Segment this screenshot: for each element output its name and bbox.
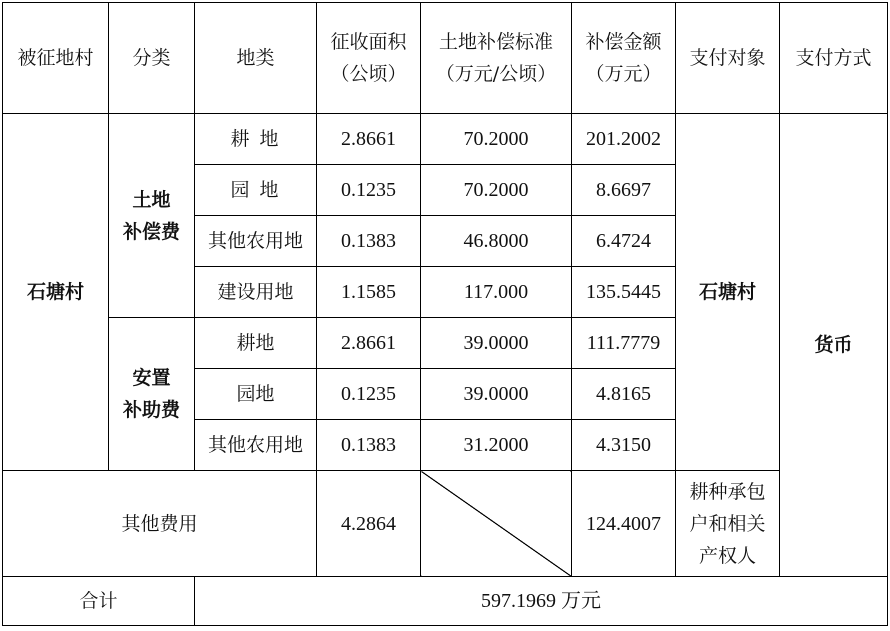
- standard-cell: 70.2000: [421, 114, 572, 165]
- amount-cell: 4.8165: [572, 369, 676, 420]
- category-resettlement-subsidy: 安置 补助费: [109, 318, 195, 471]
- recipient-main-cell: 石塘村: [676, 114, 780, 471]
- header-standard: 土地补偿标准 （万元/公顷）: [421, 3, 572, 114]
- standard-cell: 31.2000: [421, 420, 572, 471]
- total-value: 597.1969 万元: [195, 577, 888, 626]
- total-row: [3, 577, 888, 626]
- amount-cell: 111.7779: [572, 318, 676, 369]
- land-type-cell: 其他农用地: [195, 216, 317, 267]
- land-type-cell: 园地: [195, 369, 317, 420]
- area-cell: 0.1383: [317, 420, 421, 471]
- other-fees-row: [3, 471, 888, 577]
- header-method: 支付方式: [780, 3, 888, 114]
- other-fees-label: 其他费用: [3, 471, 317, 577]
- land-type-cell: 耕地: [195, 318, 317, 369]
- standard-cell: 70.2000: [421, 165, 572, 216]
- other-fees-recipient: 耕种承包 户和相关 产权人: [676, 471, 780, 577]
- header-area: 征收面积 （公顷）: [317, 3, 421, 114]
- standard-cell: 46.8000: [421, 216, 572, 267]
- standard-cell: 39.0000: [421, 318, 572, 369]
- area-cell: 1.1585: [317, 267, 421, 318]
- land-type-cell: 耕 地: [195, 114, 317, 165]
- standard-cell: 117.000: [421, 267, 572, 318]
- land-type-cell: 园 地: [195, 165, 317, 216]
- header-land-type: 地类: [195, 3, 317, 114]
- header-row: [3, 3, 888, 114]
- category-land-compensation: 土地 补偿费: [109, 114, 195, 318]
- compensation-table: [2, 2, 888, 626]
- other-fees-standard-slash: [421, 471, 572, 577]
- header-amount: 补偿金额 （万元）: [572, 3, 676, 114]
- amount-cell: 4.3150: [572, 420, 676, 471]
- land-type-cell: 其他农用地: [195, 420, 317, 471]
- area-cell: 2.8661: [317, 114, 421, 165]
- area-cell: 0.1383: [317, 216, 421, 267]
- amount-cell: 201.2002: [572, 114, 676, 165]
- header-category: 分类: [109, 3, 195, 114]
- table-row: [3, 114, 888, 165]
- area-cell: 2.8661: [317, 318, 421, 369]
- amount-cell: 6.4724: [572, 216, 676, 267]
- other-fees-amount: 124.4007: [572, 471, 676, 577]
- area-cell: 0.1235: [317, 165, 421, 216]
- standard-cell: 39.0000: [421, 369, 572, 420]
- village-name-cell: 石塘村: [3, 114, 109, 471]
- land-type-cell: 建设用地: [195, 267, 317, 318]
- total-label: 合计: [3, 577, 195, 626]
- header-recipient: 支付对象: [676, 3, 780, 114]
- area-cell: 0.1235: [317, 369, 421, 420]
- header-village: 被征地村: [3, 3, 109, 114]
- amount-cell: 135.5445: [572, 267, 676, 318]
- other-fees-area: 4.2864: [317, 471, 421, 577]
- payment-method-cell: 货币: [780, 114, 888, 577]
- amount-cell: 8.6697: [572, 165, 676, 216]
